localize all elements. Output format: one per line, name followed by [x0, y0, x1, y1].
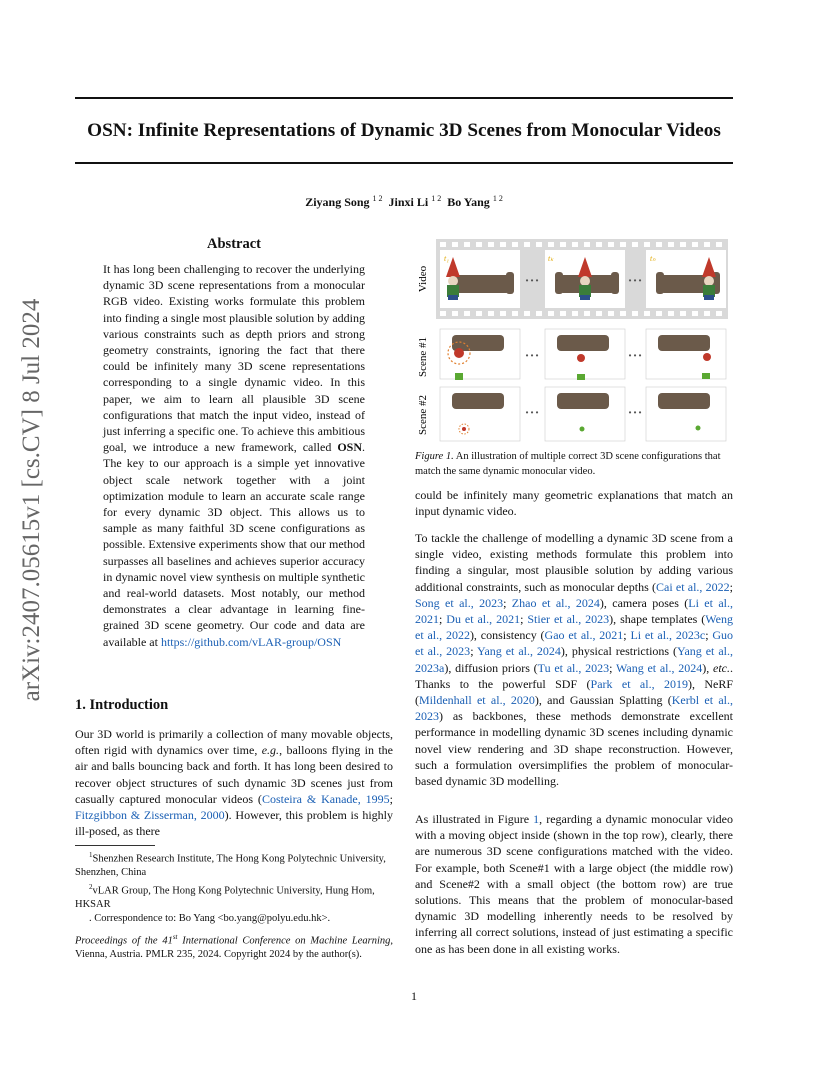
citation-link[interactable]: Cai et al., 2022: [655, 579, 730, 594]
figure-caption: [415, 450, 733, 479]
citation-link[interactable]: Stier et al., 2023: [527, 612, 610, 627]
author-affiliation: 1 2: [431, 194, 442, 203]
figure-row-label: Video: [417, 265, 429, 293]
code-link[interactable]: https://github.com/vLAR-group/OSN: [160, 634, 342, 649]
ellipsis: • • •: [525, 408, 539, 417]
author-name: Jinxi Li: [388, 195, 429, 209]
paragraph-text: . Thanks to the powerful SDF (: [415, 660, 734, 691]
paragraph-text: ), NeRF (: [415, 676, 733, 708]
paragraph: could be infinitely many geometric explanations that match an input dynamic video.: [415, 488, 733, 519]
ellipsis: • • •: [628, 408, 642, 417]
frame-time-label: t₁: [444, 254, 450, 263]
author-affiliation: 1 2: [372, 194, 383, 203]
citation-link[interactable]: Li et al., 2021: [415, 595, 733, 627]
footnote-text: Shenzhen Research Institute, The Hong Kong Polytechnic University, Shenzhen, China: [75, 853, 386, 878]
footnotes: [75, 849, 393, 927]
citation-link[interactable]: Gao et al., 2021: [544, 628, 624, 643]
paragraph-text: As illustrated in Figure: [415, 812, 534, 826]
paragraph-text: ), shape templates (: [609, 612, 706, 627]
section-heading-introduction: 1. Introduction: [75, 697, 169, 713]
ellipsis: • • •: [628, 351, 642, 360]
intro-text: Our 3D world is primarily a collection of many movable objects, often rigid with dynamics over time,: [75, 727, 393, 758]
paragraph-text: ;: [470, 644, 478, 659]
author-name: Bo Yang: [447, 195, 490, 209]
page-number: 1: [411, 989, 417, 1003]
scene-1-row: [440, 329, 726, 380]
citation-link[interactable]: Kerbl et al., 2023: [415, 693, 733, 724]
proceedings-venue: International Conference on Machine Learning: [177, 935, 391, 947]
paragraph-text: ), camera poses (: [599, 595, 689, 610]
abstract-text: It has long been challenging to recover the underlying dynamic 3D scene representations from a monocular RGB video. Existing works formulate this problem into finding a single most plausible solution by adding various constraints such as depth priors and strong geometry constraints, ignoring the fact that there could be infinitely many 3D scene representations corresponding to a single dynamic video. In this paper, we aim to learn all plausible 3D scene configurations that match the input video, instead of just inferring a specific one. To achieve this ambitious goal, we introduce a new framework, called: [103, 262, 365, 455]
frame-time-label: tₙ: [650, 254, 656, 263]
citation-link[interactable]: Guo et al., 2023: [415, 628, 734, 659]
citation-link[interactable]: 1: [533, 812, 540, 826]
paragraph-text: ), diffusion priors (: [444, 660, 538, 675]
author-affiliation: 1 2: [492, 194, 503, 203]
figure-caption-label: Figure 1.: [415, 451, 454, 462]
paragraph-text: To tackle the challenge of modelling a dynamic 3D scene from a single video, existing methods formulate this problem into finding a singular, most plausible solution by adding various additional constraints, such as monocular depths (: [415, 531, 733, 594]
proceedings-ordinal: 41: [162, 935, 173, 947]
column-2-paragraph-2: [415, 811, 733, 957]
paragraph-text: ;: [729, 579, 733, 594]
frame-time-label: tₖ: [548, 254, 554, 263]
paragraph-text: ;: [623, 628, 631, 643]
introduction-body: [75, 726, 393, 839]
paragraph-text: ) as backbones, these methods demonstrate excellent performance in modelling dynamic 3D scenes including dynamic novel view rendering and 3D shape reconstruction. However, such a formulation oversimplifies the problem of monocular-based dynamic 3D modelling.: [415, 709, 733, 789]
citation-link[interactable]: Li et al., 2023c: [630, 628, 706, 643]
proceedings-venue: Proceedings of the: [75, 935, 163, 947]
citation-link[interactable]: Song et al., 2023: [415, 595, 504, 610]
paragraph-text: ),: [702, 660, 714, 675]
title-rule-top: [75, 97, 733, 99]
column-2-continuation: [415, 487, 733, 519]
ellipsis: • • •: [525, 351, 539, 360]
citation-sep: ;: [389, 791, 393, 806]
method-name: OSN: [337, 440, 362, 455]
figure-caption-text: An illustration of multiple correct 3D scene configurations that match the same dynamic monocular video.: [415, 451, 721, 477]
footnote-rule: [75, 845, 155, 846]
paper-title: OSN: Infinite Representations of Dynamic 3D Scenes from Monocular Videos: [87, 120, 721, 141]
column-2-paragraph-1: [415, 530, 733, 789]
paragraph-text: ;: [439, 612, 447, 627]
intro-eg: e.g.: [261, 743, 280, 758]
citation-link[interactable]: Yang et al., 2023a: [415, 644, 733, 675]
citation-link[interactable]: Costeira & Kanade, 1995: [261, 791, 390, 806]
paragraph-text: ), physical restrictions (: [560, 644, 678, 659]
paragraph-text: , regarding a dynamic monocular video with a moving object inside (shown in the top row), clearly, there are numerous 3D scene configurations matched with the video. For example, both Scene#1 with a large object (the middle row) and Scene#2 with a small object (the bottom row) are true solutions. This means that the problem of monocular-based dynamic 3D modelling inherently needs to be resolved by inferring all correct solutions, instead of just estimating a specific one as has been done in all existing works.: [415, 812, 733, 956]
footnote-affiliation-1: $^1$Shenzhen Research Institute, The Hong Kong Polytechnic University, Shenzhen, China: [75, 851, 386, 878]
citation-link[interactable]: Tu et al., 2023: [537, 660, 610, 675]
author-name: Ziyang Song: [305, 195, 370, 209]
scene-2-row: [440, 387, 726, 441]
author-list: [75, 191, 733, 210]
paragraph-text: ), and Gaussian Splatting (: [534, 693, 672, 708]
paragraph-text: ;: [705, 628, 713, 643]
video-film-strip: [436, 239, 728, 319]
figure-row-label: Scene #1: [417, 336, 429, 378]
footnote-text: vLAR Group, The Hong Kong Polytechnic University, Hung Hom, HKSAR: [75, 885, 375, 910]
paragraph-text: ;: [503, 595, 512, 610]
abstract-heading: Abstract: [207, 236, 261, 252]
title-rule-bottom: [75, 162, 733, 164]
paragraph-text: etc.: [713, 660, 731, 675]
paragraph-text: ;: [520, 612, 528, 627]
intro-text: ). However, this problem is highly ill-posed, as there: [75, 808, 393, 839]
paragraph-text: ;: [609, 660, 617, 675]
proceedings-note: [75, 931, 393, 962]
citation-link[interactable]: Wang et al., 2024: [616, 660, 703, 675]
abstract-body: [103, 261, 365, 650]
footnote-affiliation-2: $^2$vLAR Group, The Hong Kong Polytechnic University, Hung Hom, HKSAR: [75, 882, 375, 910]
ellipsis: • • •: [628, 276, 642, 285]
proceedings-ordinal-suffix: st: [172, 933, 178, 941]
citation-link[interactable]: Du et al., 2021: [446, 612, 521, 627]
arxiv-side-label: [18, 298, 45, 702]
footnote-correspondence: . Correspondence to: Bo Yang <bo.yang@polyu.edu.hk>.: [89, 913, 331, 924]
figure-1: [414, 237, 732, 445]
figure-row-label: Scene #2: [417, 394, 429, 436]
abstract-text-2: . The key to our approach is a simple yet innovative object scale network together with a joint optimization module to learn an accurate scale range for every dynamic 3D object. This allows us to sample as many faithful 3D scene configurations as possible. Extensive experiments show that our method surpasses all baselines and achieves superior accuracy in dynamic novel view synthesis on multiple synthetic and real-world datasets. Most notably, our method demonstrates a clear advantage in learning fine-grained 3D scene geometry. Our code and data are available at: [103, 440, 365, 649]
citation-link[interactable]: Fitzgibbon & Zisserman, 2000: [75, 808, 225, 823]
proceedings-copyright: , Vienna, Austria. PMLR 235, 2024. Copyright 2024 by the author(s).: [75, 935, 393, 960]
paragraph-text: ), consistency (: [469, 628, 545, 643]
citation-link[interactable]: Park et al., 2019: [590, 676, 688, 691]
intro-text: , balloons flying in the air and balls bouncing back and forth. It has long been desired to recover object structures of such dynamic 3D scenes just from casually captured monocular videos (: [75, 743, 394, 806]
arxiv-id-text: arXiv:2407.05615v1 [cs.CV] 8 Jul 2024: [18, 298, 45, 702]
citation-link[interactable]: Zhao et al., 2024: [511, 595, 600, 610]
citation-link[interactable]: Yang et al., 2024: [477, 644, 561, 659]
citation-link[interactable]: Weng et al., 2022: [415, 612, 733, 643]
citation-link[interactable]: Mildenhall et al., 2020: [419, 693, 535, 708]
ellipsis: • • •: [525, 276, 539, 285]
